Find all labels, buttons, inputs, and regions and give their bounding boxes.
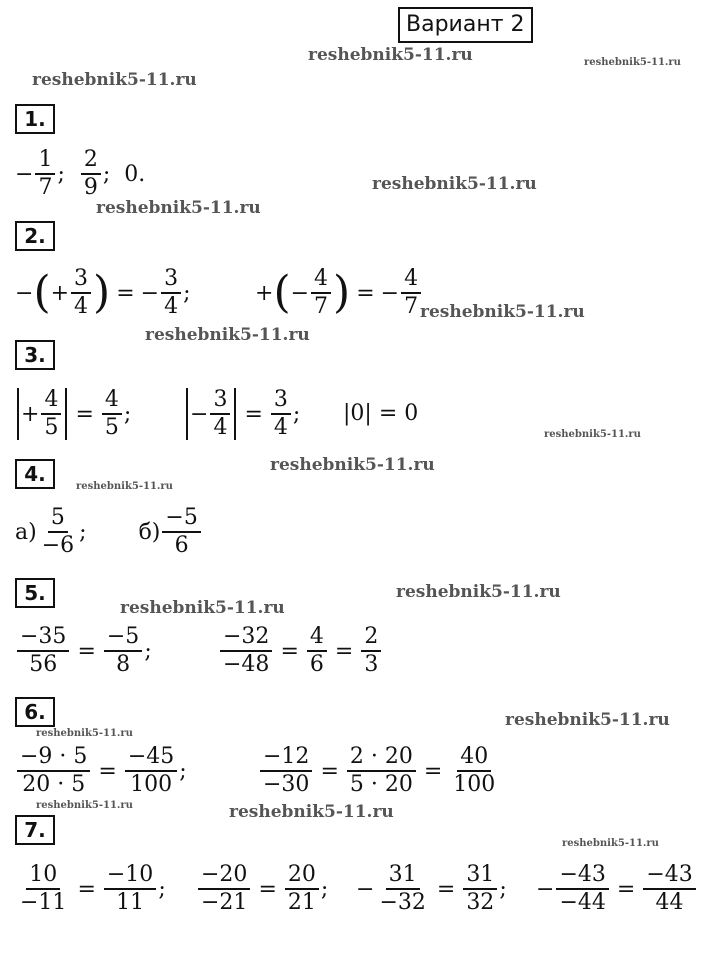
- watermark: reshebnik5-11.ru: [96, 198, 261, 218]
- fraction: $\frac{1}{7}$: [35, 147, 55, 201]
- task7-expr1: $\frac{10}{-11}$ = $\frac{-10}{11}$ ;: [20, 862, 166, 915]
- task1-answer: − $\frac{1}{7}$ ; 2 9 ; 0.: [15, 147, 146, 200]
- task-number: 6.: [15, 697, 55, 727]
- watermark: reshebnik5-11.ru: [76, 481, 173, 492]
- watermark: reshebnik5-11.ru: [120, 598, 285, 618]
- task7-expr2: $\frac{-20}{-21}$ = $\frac{20}{21}$ ;: [196, 859, 328, 919]
- task6-expr1: $\frac{-9 \cdot 5}{20 \cdot 5}$ = $\frac{-45}{100}$ ;: [15, 741, 187, 801]
- task5-expr1: $\frac{-35}{56}$ = $\frac{-5}{8}$ ;: [15, 621, 152, 681]
- task5-expr2: $\frac{-32}{-48}$ = $\frac{4}{6}$ = $\frac{2}{3}$: [218, 621, 383, 681]
- fraction: 2 9: [81, 147, 101, 201]
- task7-expr3: − $\frac{31}{-32}$ = $\frac{31}{32}$ ;: [356, 862, 507, 915]
- watermark: reshebnik5-11.ru: [544, 429, 641, 440]
- task6-expr2: $\frac{-12}{-30}$ = $\frac{2 \cdot 20}{5 \cdot 20}$ = $\frac{40}{100}$: [258, 741, 500, 801]
- task4-answer: а) 5 −6 ; б) −5 6: [15, 502, 203, 562]
- watermark: reshebnik5-11.ru: [145, 325, 310, 345]
- task3-expr1: + $\frac{4}{5}$ = $\frac{4}{5}$ ;: [15, 384, 131, 444]
- task-number: 3.: [15, 340, 55, 370]
- watermark: reshebnik5-11.ru: [36, 728, 133, 739]
- variant-title: Вариант 2: [398, 7, 533, 43]
- watermark: reshebnik5-11.ru: [584, 57, 681, 68]
- task-number: 1.: [15, 104, 55, 134]
- watermark: reshebnik5-11.ru: [308, 45, 473, 65]
- task-number: 5.: [15, 578, 55, 608]
- watermark: reshebnik5-11.ru: [505, 710, 670, 730]
- watermark: reshebnik5-11.ru: [229, 802, 394, 822]
- watermark: reshebnik5-11.ru: [270, 455, 435, 475]
- task-number: 2.: [15, 221, 55, 251]
- task-number: 7.: [15, 815, 55, 845]
- watermark: reshebnik5-11.ru: [562, 838, 659, 849]
- task3-expr2: − $\frac{3}{4}$ = $\frac{3}{4}$ ;: [184, 384, 300, 444]
- task-number: 4.: [15, 459, 55, 489]
- task3-expr3: |0| = 0: [343, 400, 419, 426]
- watermark: reshebnik5-11.ru: [36, 800, 133, 811]
- task2-expr1: − ( + $\frac{3}{4}$ ) = − $\frac{3}{4}$ ;: [15, 266, 191, 319]
- task2-expr2: + ( − $\frac{4}{7}$ ) = − $\frac{4}{7}$: [255, 263, 423, 323]
- watermark: reshebnik5-11.ru: [396, 582, 561, 602]
- watermark: reshebnik5-11.ru: [420, 302, 585, 322]
- watermark: reshebnik5-11.ru: [372, 174, 537, 194]
- watermark: reshebnik5-11.ru: [32, 70, 197, 90]
- task7-expr4: − $\frac{-43}{-44}$ = $\frac{-43}{44}$: [536, 859, 698, 919]
